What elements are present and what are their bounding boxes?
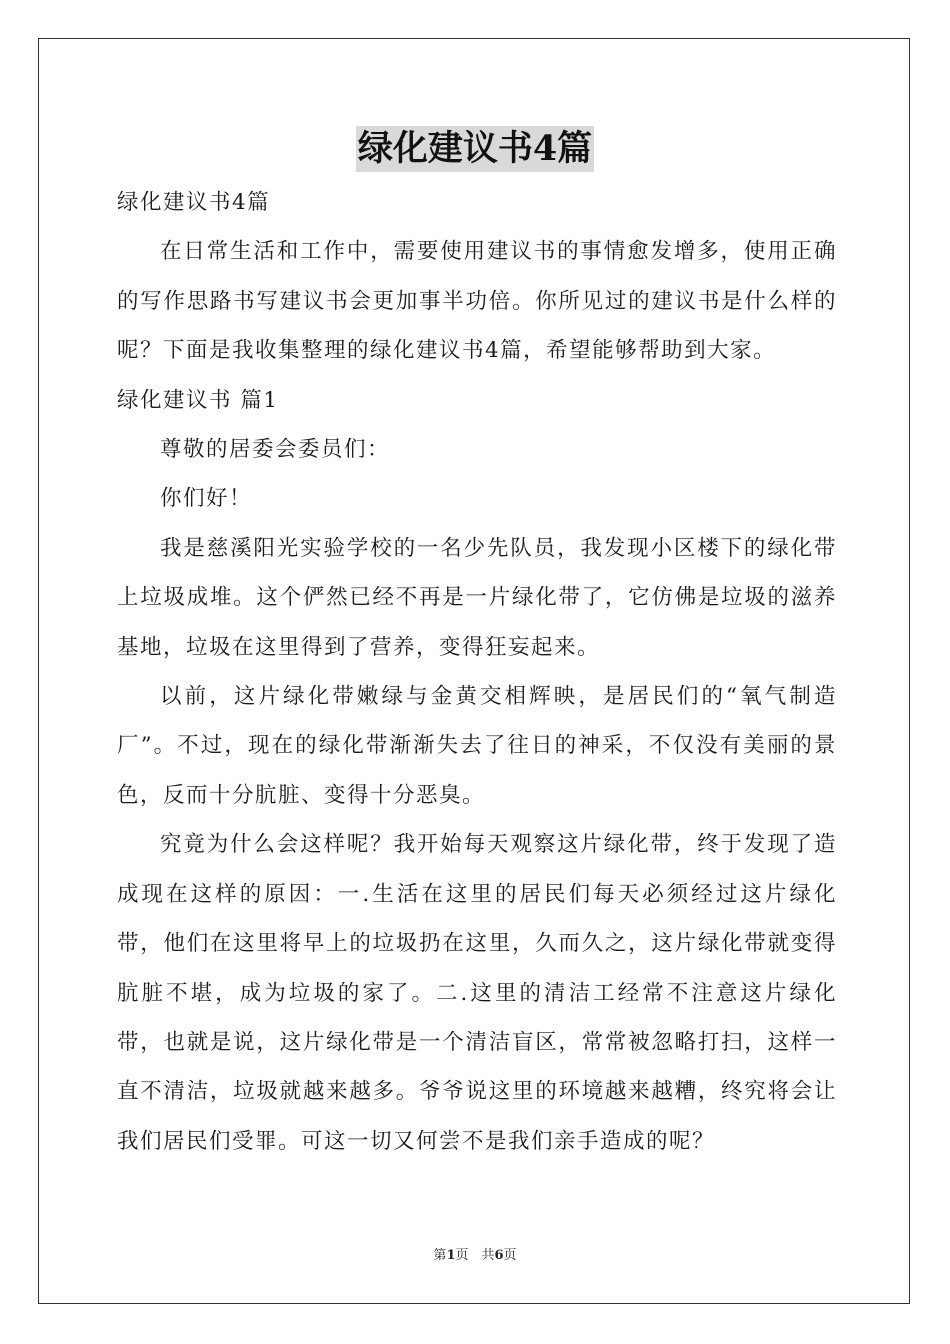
greeting: 你们好！ [160,486,253,512]
body-paragraph-2: 以前，这片绿化带嫩绿与金黄交相辉映，是居民们的“氧气制造厂”。不过，现在的绿化带渐渐失去了往日的神采，不仅没有美丽的景色，反而十分肮脏、变得十分恶臭。 [117,684,837,808]
section-heading: 绿化建议书 篇1 [117,387,279,413]
document-title: 绿化建议书4篇 [356,126,594,172]
intro-paragraph: 在日常生活和工作中，需要使用建议书的事情愈发增多，使用正确的写作思路书写建议书会更加事半功倍。你所见过的建议书是什么样的呢？下面是我收集整理的绿化建议书4篇，希望能够帮助到大家。 [117,239,837,364]
subtitle-line: 绿化建议书4篇 [117,190,271,215]
footer-current-page: 1 [446,1248,456,1263]
body-paragraph-1: 我是慈溪阳光实验学校的一名少先队员，我发现小区楼下的绿化带上垃圾成堆。这个俨然已经不再是一片绿化带了，它仿佛是垃圾的滋养基地，垃圾在这里得到了营养，变得狂妄起来。 [117,535,837,660]
body-paragraph-3: 究竟为什么会这样呢？我开始每天观察这片绿化带，终于发现了造成现在这样的原因：一.生活在这里的居民们每天必须经过这片绿化带，他们在这里将早上的垃圾扔在这里，久而久之，这片绿化带就变得肮脏不堪，成为垃圾的家了。二.这里的清洁工经常不注意这片绿化带，也就是说，这片绿化带是一个清洁盲区，常常被忽略打扫，这样一直不清洁，垃圾就越来越多。爷爷说这里的环境越来越糟，终究将会让我们居民们受罪。可这一切又何尝不是我们亲手造成的呢？ [117,832,837,1154]
footer-middle: 页 共 [455,1248,495,1263]
salutation: 尊敬的居委会委员们： [160,437,391,463]
document-body [117,178,837,1166]
footer-total-pages: 6 [494,1248,504,1263]
document-title-block [0,126,950,172]
footer-prefix: 第 [433,1248,447,1263]
page-number-footer [0,1247,950,1265]
footer-suffix: 页 [503,1248,517,1263]
